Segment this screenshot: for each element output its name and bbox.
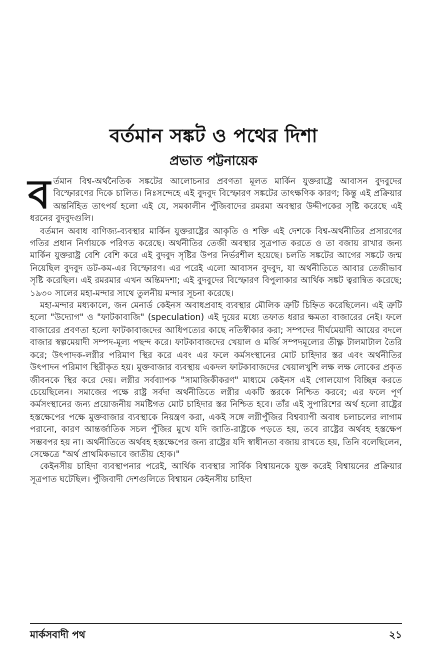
article-author: প্রভাত পট্টনায়েক (169, 154, 258, 169)
body-paragraph: কেইনসীয় চাহিদা ব্যবস্থাপনার পরেই, আর্থিক ব্যবস্থার সার্বিক বিশ্বায়নকে যুক্ত করেই বিশ্বায়নের প্রক্রিয়ার সূত্রপাত ঘটেছিল। পুঁজিবাদী দেশগুলিতে বিশ্বায়ন কেইনসীয় চাহিদা (30, 462, 402, 485)
drop-cap: ব (28, 172, 51, 218)
journal-name: মার্কসবাদী পথ (30, 630, 86, 641)
body-paragraph (28, 172, 402, 226)
article-title: বর্তমান সঙ্কট ও পথের দিশা (109, 125, 318, 147)
paragraph-text: র্তমান বিশ্ব-অর্থনৈতিক সঙ্কটের আলোচনার প্রবণতা মূলত মার্কিন যুক্তরাষ্ট্রে আবাসন বুদবুদের বিস্ফোরণের দিকে চালিত। নিঃসন্দেহে এই বুদবুদ বিস্ফোরণ সঙ্কটের তাৎক্ষণিক কারণ; কিন্তু এই প্রক্রিয়ার অন্তর্নিহিত তাৎপর্য হলো এই যে, সমকালীন পুঁজিবাদের রমরমা অবস্থার উদ্দীপকের সৃষ্টি করেছে এই ধরনের বুদবুদগুলি। (30, 177, 402, 225)
article-body (28, 172, 402, 486)
page-number: ২১ (389, 630, 402, 641)
footer-divider (30, 623, 402, 624)
body-paragraph: মহা-মন্দার মধ্যকালে, জন মেনার্ড কেইনস অবাধপ্রবাহ ব্যবস্থার মৌলিক ত্রুটি চিহ্নিত করেছিলেন। এই ত্রুটি হলো "উদ্যোগ" ও "ফাটকাবাজি" (speculation) এই দুয়ের মধ্যে তফাত ধরার ক্ষমতা বাজারের নেই। ফলে বাজারের প্রবণতা হলো ফাটকাবাজদের আধিপত্যের কাছে নতিস্বীকার করা; সম্পদের দীর্ঘমেয়াদী আয়ের বদলে বাজার স্বল্পমেয়াদী সম্পদ-মূল্য পছন্দ করে। ফাটকাবাজদের খেয়াল ও মর্জি সম্পদমূল্যের তীক্ষ্ণ টালমাটাল তৈরি করে; উৎপাদক-লগ্নীর পরিমাণ স্থির করে এবং এর ফলে কর্মসংস্থানের মোট চাহিদার স্তর এবং অর্থনীতির উৎপাদন পরিমাণ স্থিরীকৃত হয়। মুক্তবাজার ব্যবস্থায় একদল ফাটকাবাজদের খেয়ালখুশি লক্ষ লক্ষ লোকের প্রকৃত জীবনকে স্থির করে দেয়। লগ্নীর সর্বব্যাপক "সামাজিকীকরণ" মাধ্যমে কেইনস এই গোলযোগ বিচ্ছিন্ন করতে চেয়েছিলেন। সমাজের পক্ষে রাষ্ট্র সর্বদা অর্থনীতিতে লগ্নীর একটি স্তরকে নিশ্চিত করবে; এর ফলে পূর্ণ কর্মসংস্থানের জন্য প্রয়োজনীয় সমষ্টিগত মোট চাহিদার স্তর নিশ্চিত হবে। তাঁর এই সুপারিশের অর্থ হলো রাষ্ট্রের হস্তক্ষেপের পক্ষে মুক্তবাজার ব্যবস্থাকে নিয়ন্ত্রণ করা, একই সঙ্গে লগ্নীপুঁজির বিশ্বব্যাপী অবাধ চলাচলের লাগাম পরানো, কারণ আন্তর্জাতিক সচল পুঁজির মুখে যদি জাতি-রাষ্ট্রকে পড়তে হয়, তবে রাষ্ট্রের অর্থবহ হস্তক্ষেপ সম্ভবপর হয় না। অর্থনীতিতে অর্থবহ হস্তক্ষেপের জন্য রাষ্ট্রের যদি স্বাধীনতা বজায় রাখতে হয়, তিনি বলেছিলেন, সেক্ষেত্রে "অর্থ প্রাথমিকভাবে জাতীয় হোক।" (30, 301, 402, 460)
body-paragraph: বর্তমান অবাধ বাণিজ্য-ব্যবস্থার মার্কিন যুক্তরাষ্ট্রের আকৃতি ও শক্তি এই দেশকে বিশ্ব-অর্থনীতির প্রসারণের গতির প্রধান নির্ণায়কে পরিণত করেছে। অর্থনীতির তেজী অবস্থার সুত্রপাত করতে ও তা বজায় রাখার জন্য মার্কিন যুক্তরাষ্ট্র বেশি বেশি করে এই বুদবুদ সৃষ্টির উপর নির্ভরশীল হয়েছে। চলতি সঙ্কটের আগের সঙ্কটে জন্ম নিয়েছিল বুদবুদ ডট-কম-এর বিস্ফোরণ। এর পরেই এলো আবাসন বুদবুদ, যা অর্থনীতিতে আবার তেজীভাব সৃষ্টি করেছিল। এই রমরমার এখন অন্তিমদশা; এই বুদবুদের বিস্ফোরণ বিপুলাকার আর্থিক সঙ্কট ত্বরান্বিত করেছে; ১৯৩০ সালের মহা-মন্দার সাথে তুলনীয় মন্দার সূচনা করেছে। (30, 226, 402, 299)
